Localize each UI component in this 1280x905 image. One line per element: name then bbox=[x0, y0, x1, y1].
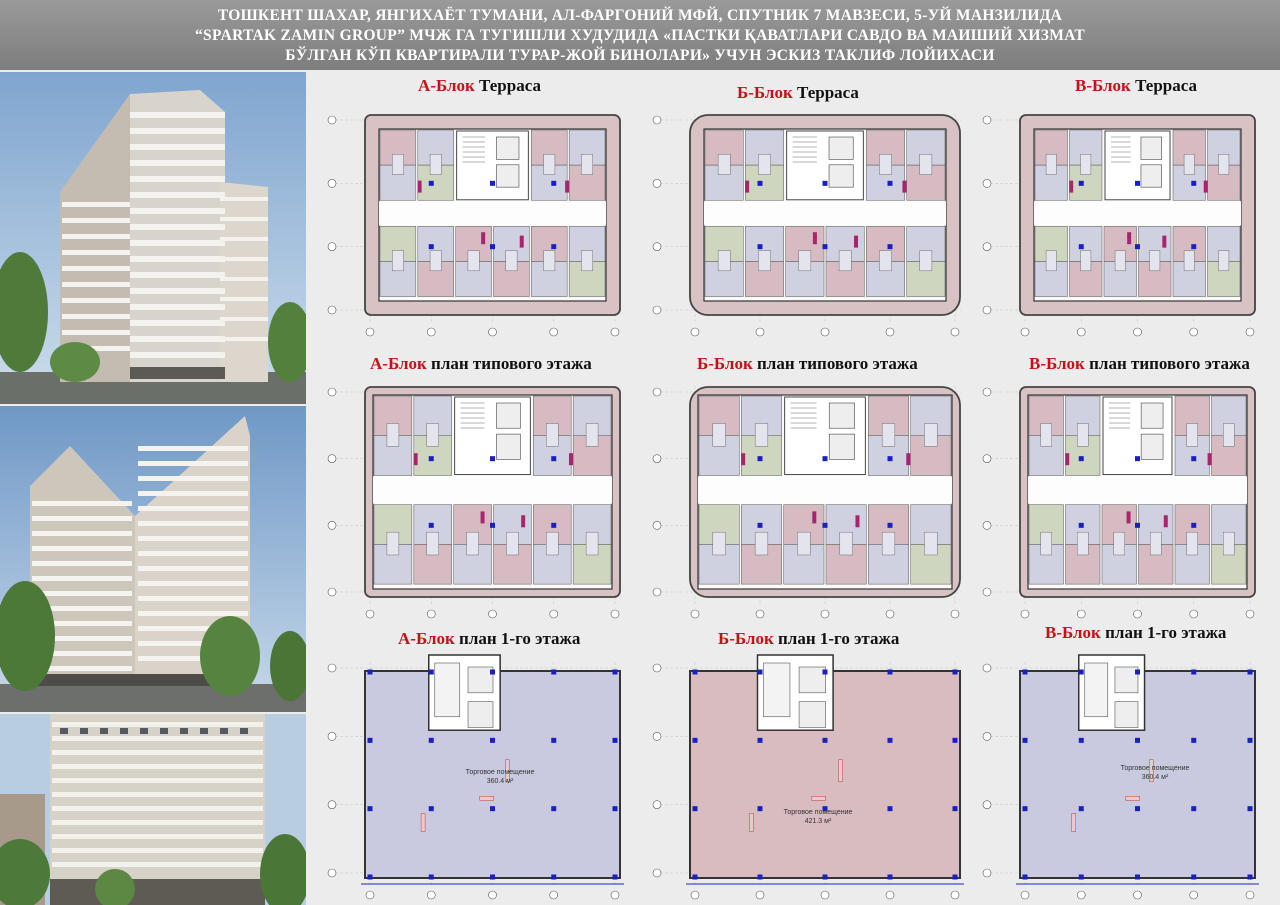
floor-plan-v-typical bbox=[980, 372, 1270, 622]
area-label-v: Торговое помещение 360.4 м² bbox=[1120, 765, 1190, 781]
title-a-ground: А-Блок план 1-го этажа bbox=[398, 629, 581, 648]
title-a-typical: А-Блок план типового этажа bbox=[370, 354, 592, 373]
title-a-terrace: А-Блок Терраса bbox=[418, 76, 541, 95]
floor-plan-b-typical bbox=[650, 372, 975, 622]
floor-plan-b-ground bbox=[650, 648, 975, 903]
title-v-terrace: В-Блок Терраса bbox=[1075, 76, 1198, 95]
header-line-3: БЎЛГАН КЎП КВАРТИРАЛИ ТУРАР-ЖОЙ БИНОЛАРИ» УЧУН ЭСКИЗ ТАКЛИФ ЛОЙИХАСИ bbox=[285, 47, 995, 64]
rendering-photo-2 bbox=[0, 406, 306, 712]
title-b-terrace: Б-Блок Терраса bbox=[737, 83, 859, 102]
floor-plan-b-terrace bbox=[650, 100, 975, 340]
floor-plan-v-terrace bbox=[980, 100, 1270, 340]
title-b-ground: Б-Блок план 1-го этажа bbox=[718, 629, 900, 648]
area-label-a: Торговое помещение 360.4 м² bbox=[465, 769, 535, 785]
rendering-photo-1 bbox=[0, 72, 306, 404]
title-v-typical: В-Блок план типового этажа bbox=[1029, 354, 1250, 373]
header-line-1: ТОШКЕНТ ШАХАР, ЯНГИХАЁТ ТУМАНИ, АЛ-ФАРГОНИЙ МФЙ, СПУТНИК 7 МАВЗЕСИ, 5-УЙ МАНЗИЛИДА bbox=[217, 7, 1063, 24]
rendering-photo-3 bbox=[0, 714, 306, 905]
title-b-typical: Б-Блок план типового этажа bbox=[697, 354, 918, 373]
area-label-b: Торговое помещение 421.3 м² bbox=[783, 809, 853, 825]
floor-plan-a-terrace bbox=[325, 100, 635, 340]
header-banner bbox=[0, 0, 1280, 70]
floor-plan-a-typical bbox=[325, 372, 635, 622]
title-v-ground: В-Блок план 1-го этажа bbox=[1045, 623, 1227, 642]
header-line-2: “SPARTAK ZAMIN GROUP” МЧЖ ГА ТУГИШЛИ ХУДУДИДА «ПАСТКИ ҚАВАТЛАРИ САВДО ВА МАИШИЙ ХИЗМАТ bbox=[195, 27, 1085, 44]
